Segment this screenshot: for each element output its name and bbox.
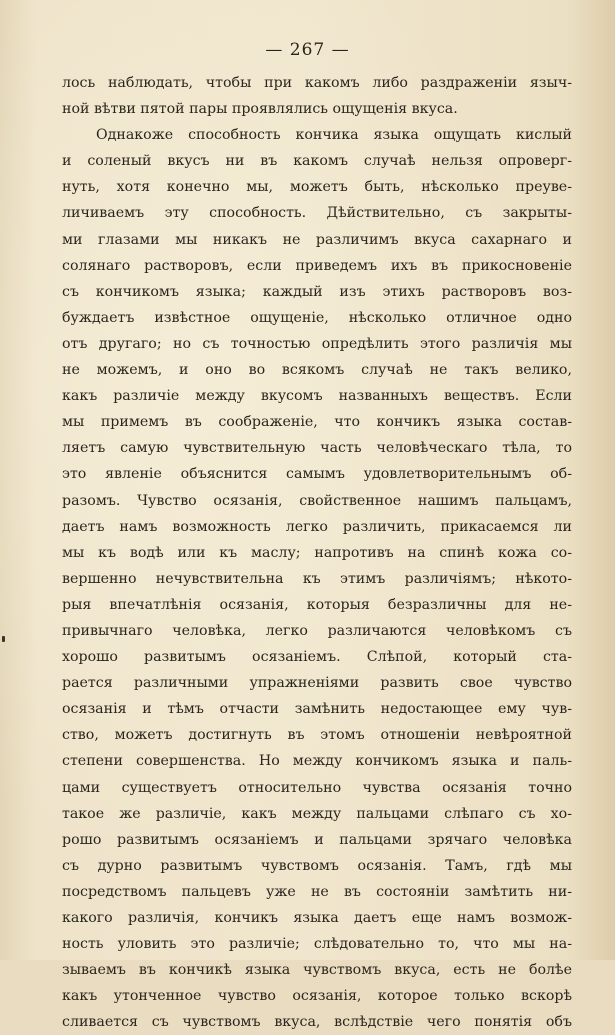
text-line: рошо развитымъ осязаніемъ и пальцами зрячаго человѣка <box>62 831 572 848</box>
text-line: съ дурно развитымъ чувствомъ осязанія. Тамъ, гдѣ мы <box>62 857 572 874</box>
text-line: съ кончикомъ языка; каждый изъ этихъ растворовъ воз- <box>62 283 572 300</box>
text-line: ной вѣтви пятой пары проявлялись ощущенія вкуса. <box>62 101 458 118</box>
text-line: рается различными упражненіями развить свое чувство <box>62 675 572 692</box>
body-text <box>62 70 572 1035</box>
text-line: нуть, хотя конечно мы, можетъ быть, нѣсколько преуве- <box>62 179 572 196</box>
text-line: личиваемъ эту способность. Дѣйствительно, съ закрыты- <box>62 205 572 222</box>
text-line: сливается съ чувствомъ вкуса, вслѣдствіе чего понятія объ <box>62 1014 572 1031</box>
text-line: какого различія, кончикъ языка даетъ еще намъ возмож- <box>62 910 572 926</box>
text-line: мы къ водѣ или къ маслу; напротивъ на спинѣ кожа со- <box>62 544 572 561</box>
text-line: посредствомъ пальцевъ уже не въ состояніи замѣтить ни- <box>62 883 572 900</box>
text-line: это явленіе объяснится самымъ удовлетворительнымъ об- <box>62 466 572 483</box>
text-line: мы примемъ въ соображеніе, что кончикъ языка состав- <box>62 414 572 431</box>
page-number: — 267 — <box>265 40 350 60</box>
text-line: ность уловить это различіе; слѣдовательно то, что мы на- <box>62 936 572 953</box>
text-line: солянаго растворовъ, если приведемъ ихъ въ прикосновеніе <box>62 257 572 274</box>
text-line: осязанія и тѣмъ отчасти замѣнить недостающее ему чув- <box>62 701 572 718</box>
text-line: Однакоже способность кончика языка ощущать кислый <box>96 127 572 144</box>
text-line: хорошо развитымъ осязаніемъ. Слѣпой, который ста- <box>62 649 572 666</box>
margin-speck <box>2 636 5 642</box>
text-line: рыя впечатлѣнія осязанія, которыя безразличны для не- <box>62 596 572 613</box>
text-line: даетъ намъ возможность легко различить, прикасаемся ли <box>62 518 572 535</box>
text-line: разомъ. Чувство осязанія, свойственное нашимъ пальцамъ, <box>62 492 572 509</box>
text-line: какъ утонченное чувство осязанія, которое только вскорѣ <box>62 988 572 1005</box>
text-line: ми глазами мы никакъ не различимъ вкуса сахарнаго и <box>62 231 572 248</box>
text-line: отъ другаго; но съ точностью опредѣлить этого различія мы <box>62 335 572 352</box>
text-line: степени совершенства. Но между кончикомъ языка и паль- <box>62 753 572 770</box>
text-line: зываемъ въ кончикѣ языка чувствомъ вкуса, есть не болѣе <box>62 962 572 979</box>
text-line: лось наблюдать, чтобы при какомъ либо раздраженіи языч- <box>62 75 572 91</box>
text-line: вершенно нечувствительна къ этимъ различіямъ; нѣкото- <box>62 570 572 587</box>
text-line: такое же различіе, какъ между пальцами слѣпаго съ хо- <box>62 805 572 822</box>
text-line: цами существуетъ относительно чувства осязанія точно <box>62 779 572 796</box>
text-line: какъ различіе между вкусомъ названныхъ веществъ. Если <box>62 388 572 405</box>
text-line: ство, можетъ достигнуть въ этомъ отношеніи невѣроятной <box>62 727 572 744</box>
text-line: и соленый вкусъ ни въ какомъ случаѣ нельзя опроверг- <box>62 153 572 170</box>
text-line: привычнаго человѣка, легко различаются человѣкомъ съ <box>62 622 572 639</box>
text-line: буждаетъ извѣстное ощущеніе, нѣсколько отличное одно <box>62 309 572 326</box>
text-line: не можемъ, и оно во всякомъ случаѣ не такъ велико, <box>62 362 572 379</box>
text-line: ляетъ самую чувствительную часть человѣческаго тѣла, то <box>62 440 572 457</box>
